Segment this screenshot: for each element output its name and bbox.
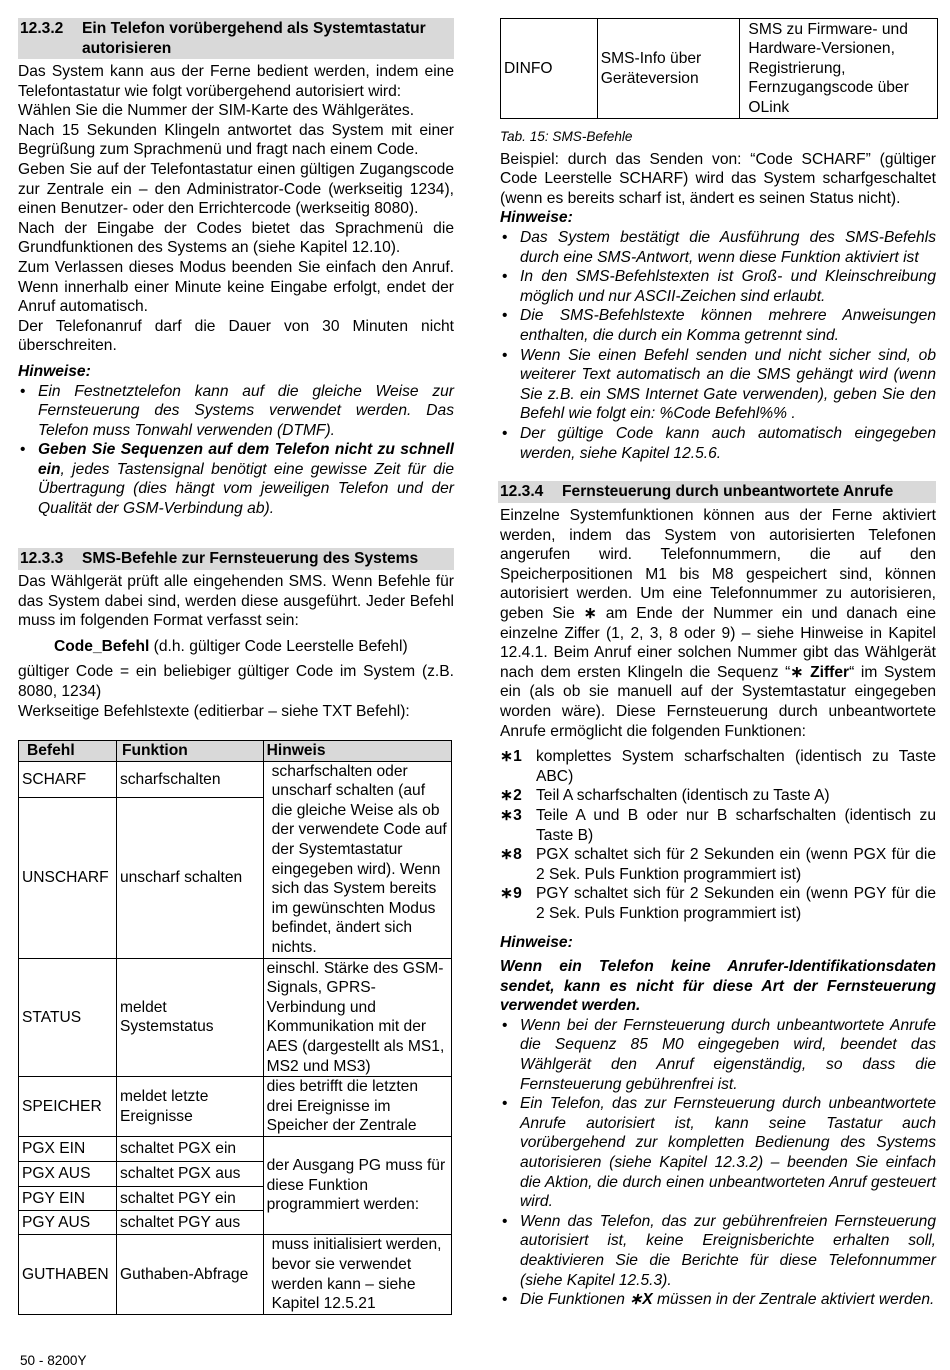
section-body-12-3-3 — [18, 572, 454, 721]
section-heading-12-3-2 — [18, 18, 454, 59]
table-cell: PGY EIN — [19, 1187, 117, 1211]
page-footer: 50 - 8200Y — [20, 1353, 87, 1368]
function-key: ∗9 — [500, 885, 522, 903]
notes-heading: Hinweise: — [18, 362, 91, 380]
table-row — [501, 19, 938, 119]
section-title: SMS-Befehle zur Fernsteuerung des Systems — [82, 550, 419, 567]
paragraph-text: Einzelne Systemfunktionen können aus der Ferne aktiviert werden, indem das System von autorisierten Telefonen angerufen wird. Telefonnummern, die auf den Speicherpositionen M1 bis M8 gespeichert sind, können autorisiert werden. Um eine Telefonnummer zu autorisieren, geben Sie — [500, 507, 936, 622]
table-row — [19, 958, 452, 1077]
function-text: PGY schaltet sich für 2 Sekunden ein (wenn PGY für die 2 Sek. Puls Funktion programmiert ist) — [536, 885, 936, 922]
column-header: Hinweis — [263, 741, 451, 762]
sequence-bold: ∗ Ziffer — [790, 663, 850, 681]
table-cell: schaltet PGX aus — [116, 1162, 263, 1187]
notes-list — [500, 228, 936, 463]
function-list — [500, 747, 936, 923]
table-cell: SMS-Info über Geräteversion — [597, 19, 740, 119]
list-item — [500, 884, 936, 923]
table-cell: PGY AUS — [19, 1211, 117, 1235]
section-number: 12.3.4 — [500, 483, 544, 500]
paragraph: Nach 15 Sekunden Klingeln antwortet das System mit einer Begrüßung zum Sprachmenü und fragt nach einem Code. — [18, 121, 454, 159]
list-item-text: , jedes Tastensignal benötigt eine gewisse Zeit für die Übertragung (dies hängt vom jeweiligen Telefon und der Qualität der GSM-Verbindung ab). — [38, 460, 454, 518]
function-text: Teil A scharfschalten (identisch zu Taste A) — [536, 787, 830, 805]
list-item: • In den SMS-Befehlstexten ist Groß- und Kleinschreibung möglich und nur ASCII-Zeichen sind erlaubt. — [500, 267, 936, 306]
table-cell: PGX AUS — [19, 1162, 117, 1187]
paragraph: Werkseitige Befehlstexte (editierbar – siehe TXT Befehl): — [18, 702, 410, 720]
list-item: • Wenn bei der Fernsteuerung durch unbeantwortete Anrufe die Sequenz 85 M0 eingegeben wird, beendet das Wählgerät den Anruf eigenständig, so dass die Fernsteuerung gebührenfrei ist. — [500, 1016, 936, 1094]
table-cell: schaltet PGY aus — [116, 1211, 263, 1235]
list-item — [500, 845, 936, 884]
table-cell: STATUS — [19, 958, 117, 1077]
table-cell: dies betrifft die letzten drei Ereignisse im Speicher der Zentrale — [263, 1077, 451, 1137]
star-symbol: ∗ — [583, 604, 597, 622]
list-item: • Das System bestätigt die Ausführung des SMS-Befehls durch eine SMS-Antwort, wenn diese Funktion aktiviert ist — [500, 228, 936, 267]
function-text: Teile A und B oder nur B scharfschalten (identisch zu Taste B) — [536, 806, 936, 844]
table-row — [19, 1137, 452, 1162]
list-item-text: müssen in der Zentrale aktiviert werden. — [652, 1291, 935, 1309]
list-item — [500, 786, 936, 806]
table-cell: scharfschalten — [116, 761, 263, 798]
table-cell: UNSCHARF — [19, 798, 117, 958]
function-key: ∗2 — [500, 787, 522, 805]
section-title: Fernsteuerung durch unbeantwortete Anrufe — [562, 483, 894, 500]
right-body — [500, 127, 936, 463]
list-item: • Wenn Sie einen Befehl senden und nicht sicher sind, ob weiterer Text automatisch an die SMS gehängt wird (wenn Sie z.B. ein SMS Internet Gate verwenden), geben Sie den Befehl wie folgt ein: %Code Befehl%% . — [500, 346, 936, 424]
column-header: Funktion — [116, 741, 263, 762]
section-body-12-3-2 — [18, 62, 454, 519]
table-cell: PGX EIN — [19, 1137, 117, 1162]
paragraph: Nach der Eingabe der Codes bietet das Sprachmenü die Grundfunktionen des Systems an (siehe Kapitel 12.10). — [18, 219, 454, 257]
table-cell: meldet Systemstatus — [116, 958, 263, 1077]
table-cell: einschl. Stärke des GSM-Signals, GPRS-Verbindung und Kommunikation mit der AES (dargestellt als MS1, MS2 und MS3) — [263, 958, 451, 1077]
list-item — [500, 806, 936, 845]
command-format — [18, 637, 454, 657]
list-item: • Ein Telefon, das zur Fernsteuerung durch unbeantwortete Anrufe autorisiert ist, kann seine Tastatur auch vorübergehend zur kompletten Bedienung des Systems autorisieren (siehe Kapitel 12.3.2) – beenden Sie einfach die Aktion, die durch einen unbeantworteten Anruf gesteuert wird. — [500, 1094, 936, 1212]
bold-text: Geben Sie Sequenzen auf dem Telefon nicht zu schnell ein — [38, 441, 454, 478]
table-cell: muss initialisiert werden, bevor sie verwendet werden kann – siehe Kapitel 12.5.21 — [263, 1235, 451, 1315]
section-title: Ein Telefon vorübergehend als Systemtastatur autorisieren — [82, 20, 426, 57]
list-item: • Wenn das Telefon, das zur gebührenfreien Fernsteuerung autorisiert ist, keine Ereignisberichte erhalten soll, deaktivieren Sie die Berichte für diese Telefonnummer (siehe Kapitel 12.5.3). — [500, 1212, 936, 1290]
table-cell: DINFO — [501, 19, 598, 119]
paragraph-text: “ im System ein (als ob sie manuell auf der Systemtastatur eingegeben worden wäre). Diese Fernsteuerung durch unbeantwortete Anrufe ermöglicht die folgenden Funktionen: — [500, 663, 936, 740]
paragraph: gültiger Code = ein beliebiger gültiger Code im System (z.B. 8080, 1234) — [18, 663, 454, 700]
function-key: ∗3 — [500, 806, 522, 824]
notes-list — [18, 382, 454, 519]
table-cell: unscharf schalten — [116, 798, 263, 958]
paragraph: Der Telefonanruf darf die Dauer von 30 Minuten nicht überschreiten. — [18, 317, 454, 355]
table-caption: Tab. 15: SMS-Befehle — [500, 129, 633, 144]
table-row — [19, 761, 452, 798]
table-cell: schaltet PGX ein — [116, 1137, 263, 1162]
paragraph: Zum Verlassen dieses Modus beenden Sie einfach den Anruf. Wenn innerhalb einer Minute keine Eingabe erfolgt, endet der Anruf automatisch. — [18, 258, 454, 316]
section-body-12-3-4 — [500, 506, 936, 1310]
section-heading-12-3-3 — [18, 548, 454, 570]
function-key: ∗1 — [500, 748, 522, 766]
list-item-text: Die Funktionen — [520, 1291, 630, 1309]
table-row — [19, 1235, 452, 1315]
list-item — [500, 1290, 936, 1310]
bold-note: Wenn ein Telefon keine Anrufer-Identifikationsdaten sendet, kann es nicht für diese Art der Fernsteuerung verwendet werden. — [500, 958, 936, 1015]
table-cell: Guthaben-Abfrage — [116, 1235, 263, 1315]
paragraph-text: am Ende der Nummer ein und danach eine einzelne Ziffer (1, 2, 3, 8 oder 9) – siehe Hinweise in Kapitel 12.4.1. Beim Anruf einer solchen Nummer gibt das Wählgerät nach dem ersten Klingeln die Sequenz “ — [500, 604, 936, 681]
function-text: komplettes System scharfschalten (identisch zu Taste ABC) — [536, 748, 936, 785]
bold-text: ∗X — [629, 1291, 653, 1309]
paragraph: Wählen Sie die Nummer der SIM-Karte des Wählgerätes. — [18, 102, 415, 120]
section-heading-12-3-4 — [498, 481, 936, 503]
list-item: • Die SMS-Befehlstexte können mehrere Anweisungen enthalten, die durch ein Komma getrennt sind. — [500, 306, 936, 345]
list-item: • Ein Festnetztelefon kann auf die gleiche Weise zur Fernsteuerung des Systems verwendet werden. Das Telefon muss Tonwahl verwenden (DTMF). — [18, 382, 454, 441]
notes-heading: Hinweise: — [500, 934, 573, 952]
column-header: Befehl — [19, 741, 117, 762]
sms-commands-table — [18, 740, 452, 1315]
list-item — [500, 747, 936, 786]
format-text: (d.h. gültiger Code Leerstelle Befehl) — [149, 637, 408, 655]
paragraph: Das System kann aus der Ferne bedient werden, indem eine Telefontastatur wie folgt vorübergehend autorisiert wird: — [18, 63, 454, 100]
list-item — [18, 440, 454, 518]
table-cell: schaltet PGY ein — [116, 1187, 263, 1211]
paragraph: Das Wählgerät prüft alle eingehenden SMS. Wenn Befehle für das System dabei sind, werden diese ausgeführt. Jeder Befehl muss im folgenden Format verfasst sein: — [18, 573, 454, 630]
table-cell: GUTHABEN — [19, 1235, 117, 1315]
function-key: ∗8 — [500, 846, 522, 864]
format-bold: Code_Befehl — [54, 637, 150, 655]
table-cell: meldet letzte Ereignisse — [116, 1077, 263, 1137]
paragraph: Geben Sie auf der Telefontastatur einen gültigen Zugangscode zur Zentrale ein – den Administrator-Code (werkseitig 1234), einen Benutzer- oder den Errichtercode (werkseitig 8080). — [18, 160, 454, 218]
paragraph: Beispiel: durch das Senden von: “Code SCHARF” (gültiger Code Leerstelle SCHARF) wird das System scharfgeschaltet (wenn es bereits scharf ist, ändert es seinen Status nicht). — [500, 150, 936, 207]
notes-list — [500, 1016, 936, 1310]
sms-commands-table-continued — [500, 18, 938, 119]
table-cell: der Ausgang PG muss für diese Funktion programmiert werden: — [263, 1137, 451, 1235]
function-text: PGX schaltet sich für 2 Sekunden ein (wenn PGX für die 2 Sek. Puls Funktion programmiert ist) — [536, 846, 936, 883]
paragraph — [500, 506, 936, 741]
table-cell: SCHARF — [19, 761, 117, 798]
table-cell: SMS zu Firmware- und Hardware-Versionen, Registrierung, Fernzugangscode über OLink — [740, 19, 938, 119]
table-cell: scharfschalten oder unscharf schalten (auf die gleiche Weise als ob der verwendete Code auf der Systemtastatur eingegeben wird). Wenn sich das System bereits im gewünschten Modus befindet, ändert sich nichts. — [263, 761, 451, 958]
table-row — [19, 1077, 452, 1137]
table-cell: SPEICHER — [19, 1077, 117, 1137]
notes-heading: Hinweise: — [500, 209, 573, 227]
section-number: 12.3.2 — [20, 20, 64, 37]
list-item: • Der gültige Code kann auch automatisch eingegeben werden, siehe Kapitel 12.5.6. — [500, 424, 936, 463]
section-number: 12.3.3 — [20, 550, 64, 567]
